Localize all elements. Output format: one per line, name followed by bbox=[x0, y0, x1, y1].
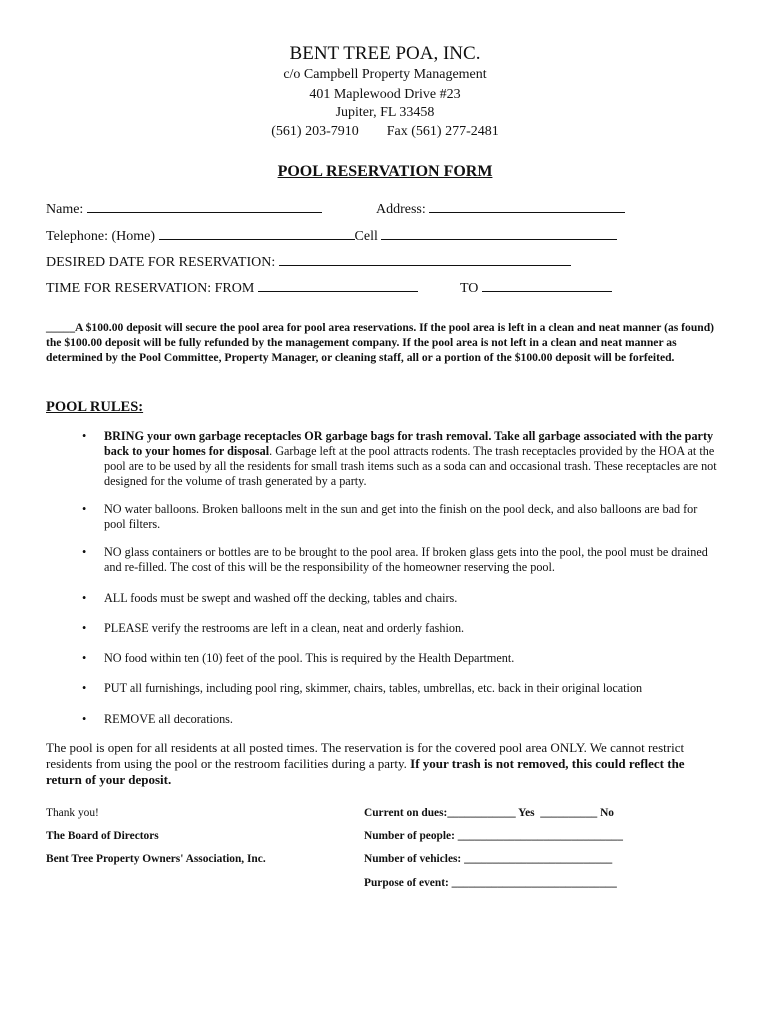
vehicles-blank[interactable]: __________________________ bbox=[464, 853, 613, 865]
rule-item bbox=[82, 712, 722, 727]
closing-paragraph bbox=[46, 740, 722, 788]
rule-text: . Garbage left at the pool attracts rodents. The trash receptacles provided by the HOA at the pool are to be used by all the residents for small trash items such as a soda can and occasional trash. These receptacles are not designed for the volume of trash generated by a party. bbox=[104, 444, 717, 488]
phone-fax-line bbox=[0, 124, 770, 140]
time-from-label: TIME FOR RESERVATION: FROM bbox=[46, 281, 255, 296]
dues-no-label: No bbox=[600, 807, 614, 819]
time-from-blank[interactable] bbox=[258, 280, 418, 292]
rule-text: NO water balloons. Broken balloons melt in the sun and get into the finish on the pool deck, and also balloons are bad for pool filters. bbox=[104, 502, 698, 531]
bullet-icon: • bbox=[82, 681, 87, 695]
care-of-line: c/o Campbell Property Management bbox=[283, 67, 487, 82]
bullet-icon: • bbox=[82, 502, 87, 516]
phone-number: (561) 203-7910 bbox=[271, 124, 359, 139]
thank-you-text: Thank you! bbox=[46, 807, 99, 819]
street-line: 401 Maplewood Drive #23 bbox=[309, 87, 461, 102]
org-name: BENT TREE POA, INC. bbox=[289, 43, 481, 64]
telephone-blank[interactable] bbox=[159, 228, 355, 240]
purpose-blank[interactable]: _____________________________ bbox=[451, 877, 617, 889]
closing-text: The pool is open for all residents at all posted times. The reservation is for the covered pool area ONLY. We cannot restrict residents from using the pool or the restroom facilities during a party. bbox=[46, 740, 685, 771]
bullet-icon: • bbox=[82, 545, 87, 559]
bullet-icon: • bbox=[82, 429, 87, 443]
dues-label: Current on dues: bbox=[364, 807, 448, 819]
dues-field bbox=[364, 807, 614, 819]
rule-item bbox=[82, 591, 722, 606]
telephone-label: Telephone: (Home) bbox=[46, 229, 156, 244]
rule-text: ALL foods must be swept and washed off the decking, tables and chairs. bbox=[104, 591, 458, 605]
bullet-icon: • bbox=[82, 591, 87, 605]
dues-yes-label: Yes bbox=[518, 807, 535, 819]
people-label: Number of people: bbox=[364, 830, 455, 842]
purpose-label: Purpose of event: bbox=[364, 877, 449, 889]
time-to-blank[interactable] bbox=[482, 280, 612, 292]
bullet-icon: • bbox=[82, 651, 87, 665]
rule-text: REMOVE all decorations. bbox=[104, 712, 233, 726]
deposit-paragraph bbox=[46, 320, 722, 365]
rule-item bbox=[82, 545, 722, 575]
rule-item bbox=[82, 681, 722, 696]
bullet-icon: • bbox=[82, 712, 87, 726]
fax-number: Fax (561) 277-2481 bbox=[386, 124, 499, 139]
cell-blank[interactable] bbox=[381, 228, 617, 240]
closing-bold-text: If your trash is not removed, this could reflect the return of your deposit. bbox=[46, 756, 685, 787]
people-blank[interactable]: _____________________________ bbox=[457, 830, 623, 842]
vehicles-label: Number of vehicles: bbox=[364, 853, 462, 865]
address-field bbox=[376, 201, 625, 218]
desired-date-blank[interactable] bbox=[279, 254, 571, 266]
dues-no-blank[interactable]: __________ bbox=[540, 807, 598, 819]
desired-date-label: DESIRED DATE FOR RESERVATION: bbox=[46, 255, 276, 270]
name-field bbox=[46, 201, 322, 218]
address-label: Address: bbox=[376, 202, 426, 217]
association-text: Bent Tree Property Owners' Association, Inc. bbox=[46, 853, 266, 865]
rule-bold-text: BRING your own garbage receptacles OR garbage bags for trash removal. Take all garbage associated with the party back to your homes for disposal bbox=[104, 429, 714, 458]
rule-text: PLEASE verify the restrooms are left in a clean, neat and orderly fashion. bbox=[104, 621, 465, 635]
people-field bbox=[364, 830, 623, 842]
time-from-field bbox=[46, 280, 418, 297]
pool-rules-heading: POOL RULES: bbox=[46, 399, 144, 415]
vehicles-field bbox=[364, 853, 612, 865]
telephone-field bbox=[46, 228, 617, 245]
deposit-initials-blank[interactable]: _____ bbox=[46, 321, 75, 334]
rule-text: NO food within ten (10) feet of the pool. This is required by the Health Department. bbox=[104, 651, 515, 665]
rule-item bbox=[82, 621, 722, 636]
city-line: Jupiter, FL 33458 bbox=[335, 105, 435, 120]
rule-text: PUT all furnishings, including pool ring, skimmer, chairs, tables, umbrellas, etc. back in their original location bbox=[104, 681, 643, 695]
cell-label: Cell bbox=[354, 229, 378, 244]
time-to-field bbox=[460, 280, 612, 297]
rule-item bbox=[82, 502, 722, 532]
time-to-label: TO bbox=[460, 281, 479, 296]
deposit-text: A $100.00 deposit will secure the pool area for pool area reservations. If the pool area is left in a clean and neat manner (as found) the $100.00 deposit will be fully refunded by the management company. If the pool area is not left in a clean and neat manner as determined by the Pool Committee, Property Manager, or cleaning staff, all or a portion of the $100.00 deposit will be forfeited. bbox=[46, 321, 715, 364]
name-blank[interactable] bbox=[87, 201, 322, 213]
rule-item bbox=[82, 429, 722, 489]
board-text: The Board of Directors bbox=[46, 830, 159, 842]
purpose-field bbox=[364, 877, 617, 889]
form-title: POOL RESERVATION FORM bbox=[277, 163, 493, 180]
address-blank[interactable] bbox=[429, 201, 625, 213]
bullet-icon: • bbox=[82, 621, 87, 635]
desired-date-field bbox=[46, 254, 571, 271]
rule-text: NO glass containers or bottles are to be brought to the pool area. If broken glass gets into the pool, the pool must be drained and re-filled. The cost of this will be the responsibility of the homeowner reserving the pool. bbox=[104, 545, 708, 574]
rule-item bbox=[82, 651, 722, 666]
dues-yes-blank[interactable]: ____________ bbox=[447, 807, 516, 819]
name-label: Name: bbox=[46, 202, 84, 217]
